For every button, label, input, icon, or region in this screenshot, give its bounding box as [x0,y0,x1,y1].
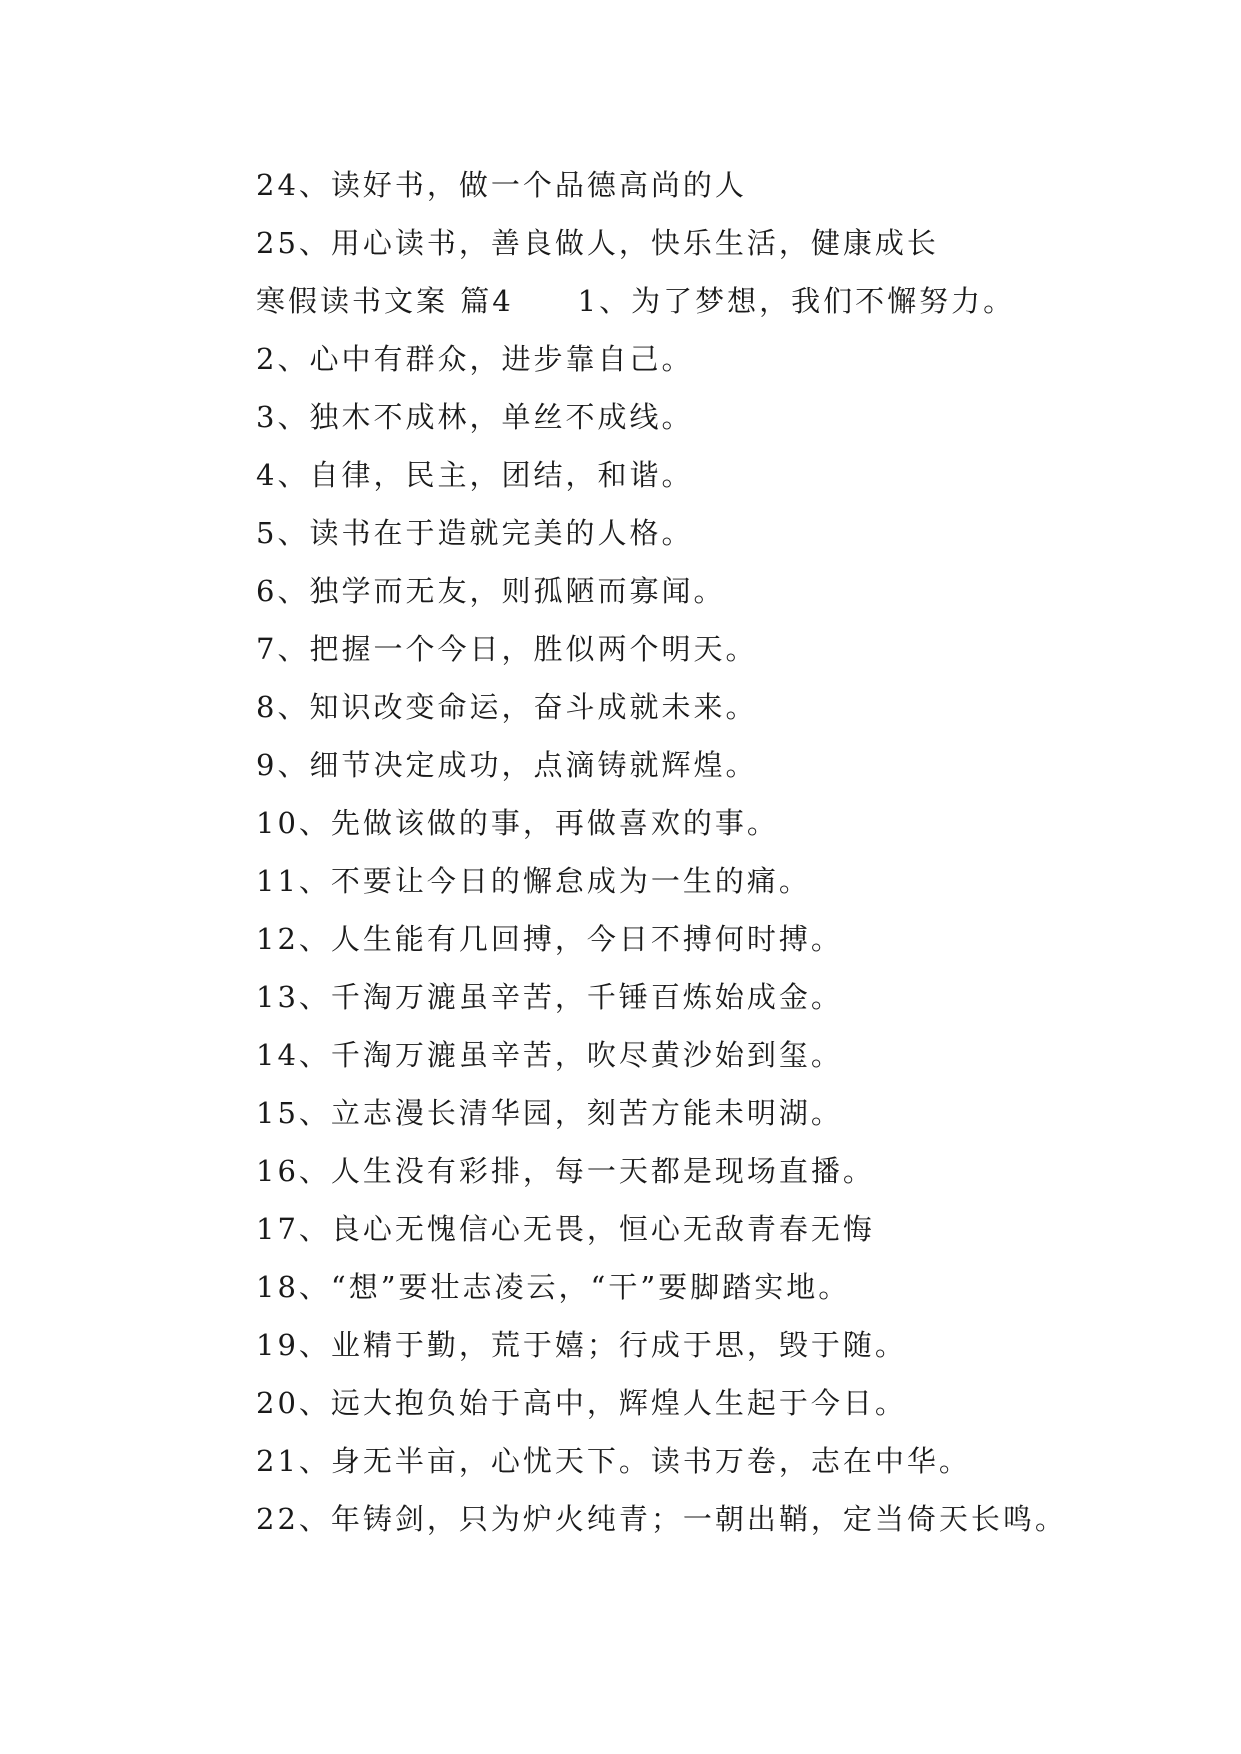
text-line: 25、用心读书，善良做人，快乐生活，健康成长 [256,226,939,260]
text-line: 11、不要让今日的懈怠成为一生的痛。 [256,864,811,898]
text-line: 13、千淘万漉虽辛苦，千锤百炼始成金。 [256,980,843,1014]
text-line: 21、身无半亩，心忧天下。读书万卷，志在中华。 [256,1444,971,1478]
text-line: 15、立志漫长清华园，刻苦方能未明湖。 [256,1096,843,1130]
text-line: 19、业精于勤，荒于嬉；行成于思，毁于随。 [256,1328,907,1362]
text-line: 24、读好书，做一个品德高尚的人 [256,168,747,202]
text-line: 5、读书在于造就完美的人格。 [256,516,694,550]
text-line: 14、千淘万漉虽辛苦，吹尽黄沙始到玺。 [256,1038,843,1072]
text-line: 22、年铸剑，只为炉火纯青；一朝出鞘，定当倚天长鸣。 [256,1502,1067,1536]
text-line: 20、远大抱负始于高中，辉煌人生起于今日。 [256,1386,907,1420]
text-line: 6、独学而无友，则孤陋而寡闻。 [256,574,726,608]
text-line: 7、把握一个今日，胜似两个明天。 [256,632,758,666]
text-line: 12、人生能有几回搏，今日不搏何时搏。 [256,922,843,956]
text-line: 18、“想”要壮志凌云，“干”要脚踏实地。 [256,1270,851,1304]
text-line: 8、知识改变命运，奋斗成就未来。 [256,690,758,724]
text-line: 17、良心无愧信心无畏，恒心无敌青春无悔 [256,1212,875,1246]
text-line: 9、细节决定成功，点滴铸就辉煌。 [256,748,758,782]
section-heading-line [256,272,1186,330]
text-line: 4、自律，民主，团结，和谐。 [256,458,694,492]
text-line: 10、先做该做的事，再做喜欢的事。 [256,806,779,840]
section-heading: 寒假读书文案 篇4 [256,284,514,318]
text-body [256,156,1186,1548]
text-line: 2、心中有群众，进步靠自己。 [256,342,694,376]
text-line: 3、独木不成林，单丝不成线。 [256,400,694,434]
text-line: 1、为了梦想，我们不懈努力。 [577,284,1016,318]
text-line: 16、人生没有彩排，每一天都是现场直播。 [256,1154,875,1188]
